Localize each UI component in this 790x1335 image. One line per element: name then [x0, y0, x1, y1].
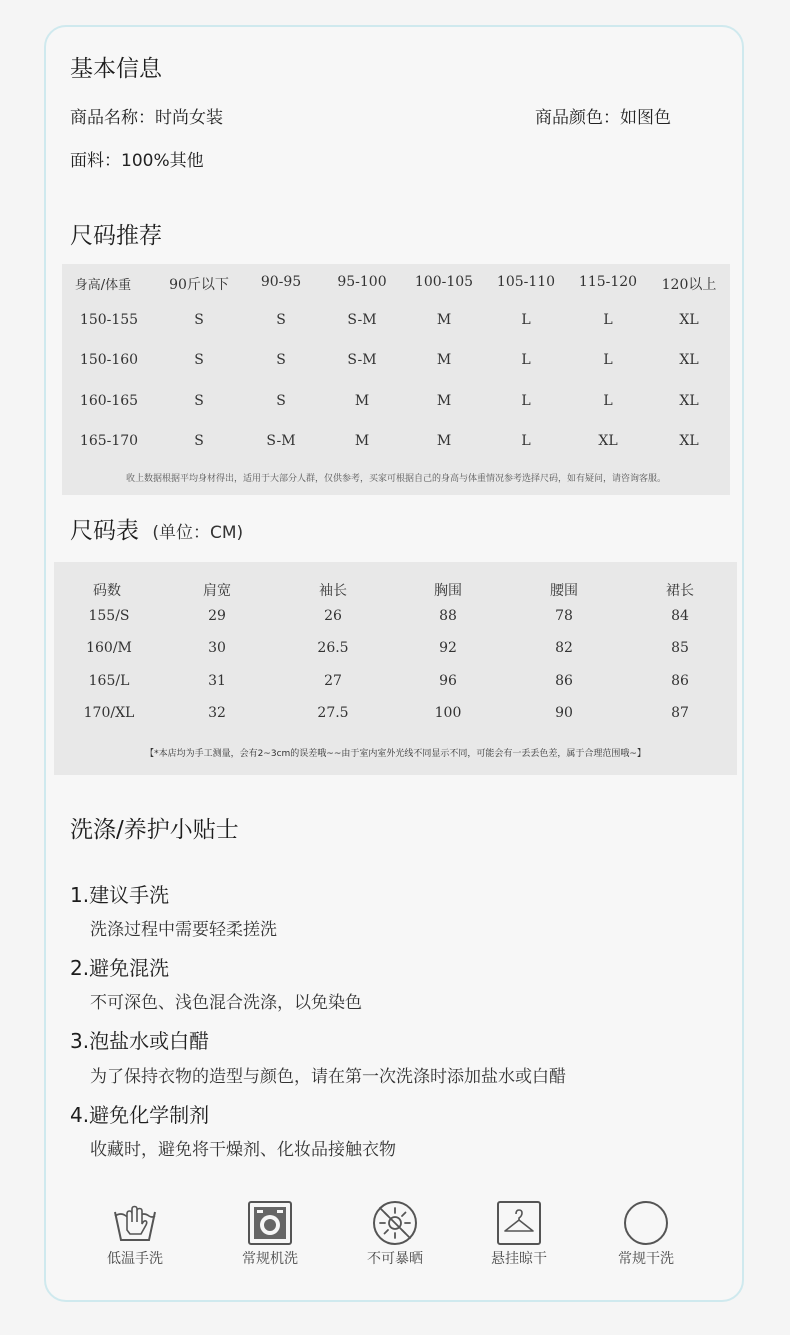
- table-cell: 30: [208, 640, 226, 656]
- table-cell: S: [276, 312, 286, 328]
- column-header: 袖长: [319, 583, 347, 599]
- column-header: 身高/体重: [74, 278, 132, 293]
- care-icon-item: [95, 1200, 175, 1280]
- care-icon-item: [606, 1200, 686, 1280]
- tip-desc: 不可深色、浅色混合洗涤，以免染色: [90, 993, 362, 1013]
- table-cell: 155/S: [88, 608, 130, 624]
- table-cell: 87: [671, 705, 689, 721]
- product-fabric: 面料：100%其他: [70, 151, 204, 171]
- table-cell: M: [436, 312, 452, 328]
- table-cell: M: [436, 352, 452, 368]
- care-icon-label: 常规机洗: [242, 1251, 298, 1267]
- table-cell: 82: [555, 640, 573, 656]
- size-chart-title: [70, 512, 243, 545]
- care-icon-label: 常规干洗: [618, 1251, 674, 1267]
- column-header: 90-95: [260, 274, 302, 290]
- column-header: 90斤以下: [169, 277, 229, 293]
- tip-title: 2.避免混洗: [70, 956, 170, 980]
- tip-title: 4.避免化学制剂: [70, 1103, 210, 1127]
- table-row: [54, 705, 737, 729]
- column-header: 105-110: [496, 274, 556, 290]
- table-cell: 84: [671, 608, 689, 624]
- table-header-row: [62, 274, 730, 298]
- column-header: 115-120: [578, 274, 638, 290]
- size-chart-unit: (单位：CM): [152, 523, 244, 543]
- tip-title: 1.建议手洗: [70, 883, 170, 907]
- hanger-icon: [496, 1200, 542, 1246]
- table-row: [62, 312, 730, 336]
- table-cell: L: [603, 393, 613, 409]
- table-cell: 85: [671, 640, 689, 656]
- table-cell: 160/M: [86, 640, 132, 656]
- size-chart-table: [54, 562, 737, 775]
- table-row: [54, 608, 737, 632]
- size-chart-note: 【*本店均为手工测量，会有2~3cm的误差哦~~由于室内室外光线不同显示不同，可能会有一丢丢色差，属于合理范围哦~】: [145, 749, 646, 759]
- table-cell: 27: [324, 673, 342, 689]
- table-cell: 96: [439, 673, 457, 689]
- table-cell: 150-155: [79, 312, 139, 328]
- table-cell: S-M: [266, 433, 296, 449]
- tip-desc: 收藏时，避免将干燥剂、化妆品接触衣物: [90, 1140, 396, 1160]
- table-cell: M: [354, 433, 370, 449]
- table-cell: 86: [555, 673, 573, 689]
- basic-info-title: 基本信息: [70, 56, 162, 82]
- table-header-row: [54, 580, 737, 604]
- size-recommend-table: [62, 264, 730, 495]
- table-cell: S: [194, 433, 204, 449]
- table-cell: 165/L: [88, 673, 130, 689]
- product-name: 商品名称：时尚女装: [70, 108, 223, 128]
- size-chart-title-text: 尺码表: [70, 518, 139, 544]
- table-cell: 90: [555, 705, 573, 721]
- table-cell: XL: [679, 393, 699, 409]
- table-cell: 32: [208, 705, 226, 721]
- column-header: 裙长: [666, 583, 694, 599]
- table-cell: S-M: [347, 312, 377, 328]
- column-header: 胸围: [434, 583, 462, 599]
- table-cell: S: [276, 393, 286, 409]
- table-cell: L: [521, 393, 531, 409]
- table-cell: XL: [679, 312, 699, 328]
- table-cell: 27.5: [317, 705, 349, 721]
- table-row: [62, 433, 730, 457]
- product-color: 商品颜色：如图色: [535, 108, 671, 128]
- table-cell: 150-160: [79, 352, 139, 368]
- table-cell: XL: [598, 433, 618, 449]
- table-cell: L: [603, 352, 613, 368]
- table-cell: L: [521, 433, 531, 449]
- table-cell: 31: [208, 673, 226, 689]
- table-cell: L: [521, 352, 531, 368]
- table-cell: S-M: [347, 352, 377, 368]
- table-cell: XL: [679, 433, 699, 449]
- column-header: 100-105: [414, 274, 474, 290]
- care-icon-label: 低温手洗: [107, 1251, 163, 1267]
- table-row: [54, 673, 737, 697]
- tip-desc: 为了保持衣物的造型与颜色，请在第一次洗涤时添加盐水或白醋: [90, 1067, 566, 1087]
- care-icon-label: 不可暴晒: [367, 1251, 423, 1267]
- table-cell: 26.5: [317, 640, 349, 656]
- table-cell: 78: [555, 608, 573, 624]
- tip-title: 3.泡盐水或白醋: [70, 1029, 210, 1053]
- table-cell: 88: [439, 608, 457, 624]
- care-icon-item: [355, 1200, 435, 1280]
- table-cell: XL: [679, 352, 699, 368]
- column-header: 95-100: [337, 274, 387, 290]
- table-row: [62, 393, 730, 417]
- column-header: 码数: [93, 583, 121, 599]
- table-cell: 170/XL: [83, 705, 135, 721]
- size-recommend-title: 尺码推荐: [70, 223, 162, 249]
- table-cell: M: [436, 393, 452, 409]
- dry-clean-icon: [623, 1200, 669, 1246]
- table-cell: 100: [434, 705, 462, 721]
- care-icon-item: [479, 1200, 559, 1280]
- care-tips-title: 洗涤/养护小贴士: [70, 817, 239, 843]
- table-cell: S: [276, 352, 286, 368]
- table-cell: 165-170: [79, 433, 139, 449]
- column-header: 肩宽: [203, 583, 231, 599]
- table-cell: M: [354, 393, 370, 409]
- table-cell: 92: [439, 640, 457, 656]
- table-cell: 86: [671, 673, 689, 689]
- recommend-note: 收上数据根据平均身材得出，适用于大部分人群，仅供参考，买家可根据自己的身高与体重情况参考选择尺码，如有疑问，请咨询客服。: [125, 474, 666, 484]
- table-cell: S: [194, 393, 204, 409]
- table-cell: L: [521, 312, 531, 328]
- table-row: [62, 352, 730, 376]
- table-cell: L: [603, 312, 613, 328]
- table-cell: 29: [208, 608, 226, 624]
- tip-desc: 洗涤过程中需要轻柔搓洗: [90, 920, 277, 940]
- washing-machine-icon: [247, 1200, 293, 1246]
- table-row: [54, 640, 737, 664]
- table-cell: S: [194, 312, 204, 328]
- table-cell: S: [194, 352, 204, 368]
- hand-wash-icon: [112, 1200, 158, 1246]
- column-header: 腰围: [550, 583, 578, 599]
- table-cell: 160-165: [79, 393, 139, 409]
- table-cell: 26: [324, 608, 342, 624]
- table-cell: M: [436, 433, 452, 449]
- column-header: 120以上: [661, 277, 717, 293]
- care-icon-label: 悬挂晾干: [491, 1251, 547, 1267]
- care-icon-item: [230, 1200, 310, 1280]
- no-sun-icon: [372, 1200, 418, 1246]
